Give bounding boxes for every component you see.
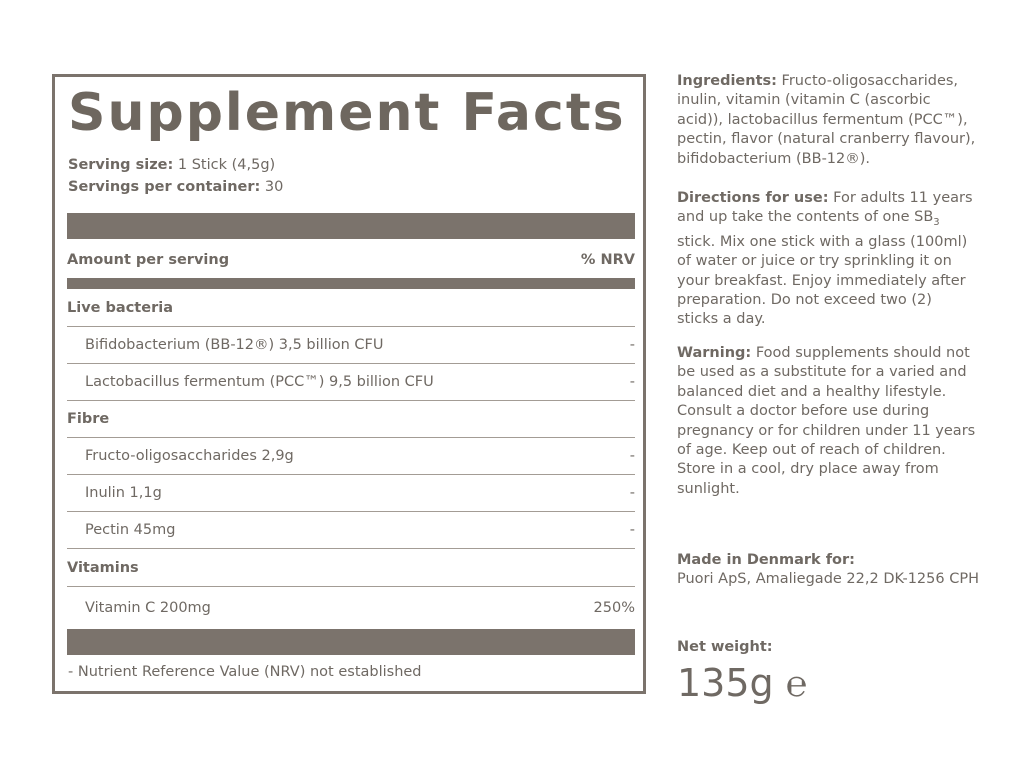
nrv-column-label: % NRV (580, 252, 635, 268)
supplement-facts-panel (52, 74, 646, 694)
made-in-block (677, 551, 1007, 590)
directions-label: Directions for use: (677, 190, 829, 206)
warning-label: Warning: (677, 345, 752, 361)
section-heading: Vitamins (67, 550, 635, 587)
servings-per-container: Servings per container: 30 (68, 179, 284, 195)
panel-title: Supplement Facts (68, 83, 626, 143)
made-in-address: Puori ApS, Amaliegade 22,2 DK-1256 CPH (677, 571, 979, 588)
directions-block: Directions for use: For adults 11 years and up take the contents of one $SB_3$ stick. Mix one stick with a glass (100ml) of water or juice or try sprinkling it on your breakfast. Enjoy immediately after preparation. Do not exceed two (2) sticks a day. (677, 190, 973, 328)
footnote: - Nutrient Reference Value (NRV) not established (68, 664, 422, 680)
thick-divider-bottom (67, 629, 635, 655)
list-item: Inulin 1,1g - (67, 475, 635, 512)
list-item: Bifidobacterium (BB-12®) 3,5 billion CFU - (67, 327, 635, 364)
warning-block: Warning: Food supplements should not be used as a substitute for a varied and balanced diet and a healthy lifestyle. Consult a doctor before use during pregnancy or for children under 11 years of age. Keep out of reach of children. Store in a cool, dry place away from sunlight. (677, 345, 976, 497)
list-item: Fructo-oligosaccharides 2,9g - (67, 438, 635, 475)
made-in-label: Made in Denmark for: (677, 552, 855, 568)
estimated-sign-icon: ℮ (785, 664, 808, 705)
ingredients-block: Ingredients: Fructo-oligosaccharides, inulin, vitamin (vitamin C (ascorbic acid)), lactobacillus fermentum (PCC™), pectin, flavor (natural cranberry flavour), bifidobacterium (BB-12®). (677, 73, 976, 167)
net-weight-value: 135g ℮ (677, 661, 808, 705)
ingredients-label: Ingredients: (677, 73, 777, 89)
amount-per-serving-row (67, 242, 635, 278)
thick-divider-top (67, 213, 635, 239)
amount-per-serving-label: Amount per serving (67, 252, 230, 268)
list-item: Lactobacillus fermentum (PCC™) 9,5 billion CFU - (67, 364, 635, 401)
section-heading: Live bacteria (67, 290, 635, 327)
net-weight-label: Net weight: (677, 639, 773, 655)
net-weight-label-block (677, 638, 1007, 657)
medium-divider (67, 278, 635, 289)
list-item: Vitamin C 200mg 250% (85, 600, 635, 616)
serving-size: Serving size: 1 Stick (4,5g) (68, 157, 276, 173)
list-item: Pectin 45mg - (67, 512, 635, 549)
section-heading: Fibre (67, 401, 635, 438)
